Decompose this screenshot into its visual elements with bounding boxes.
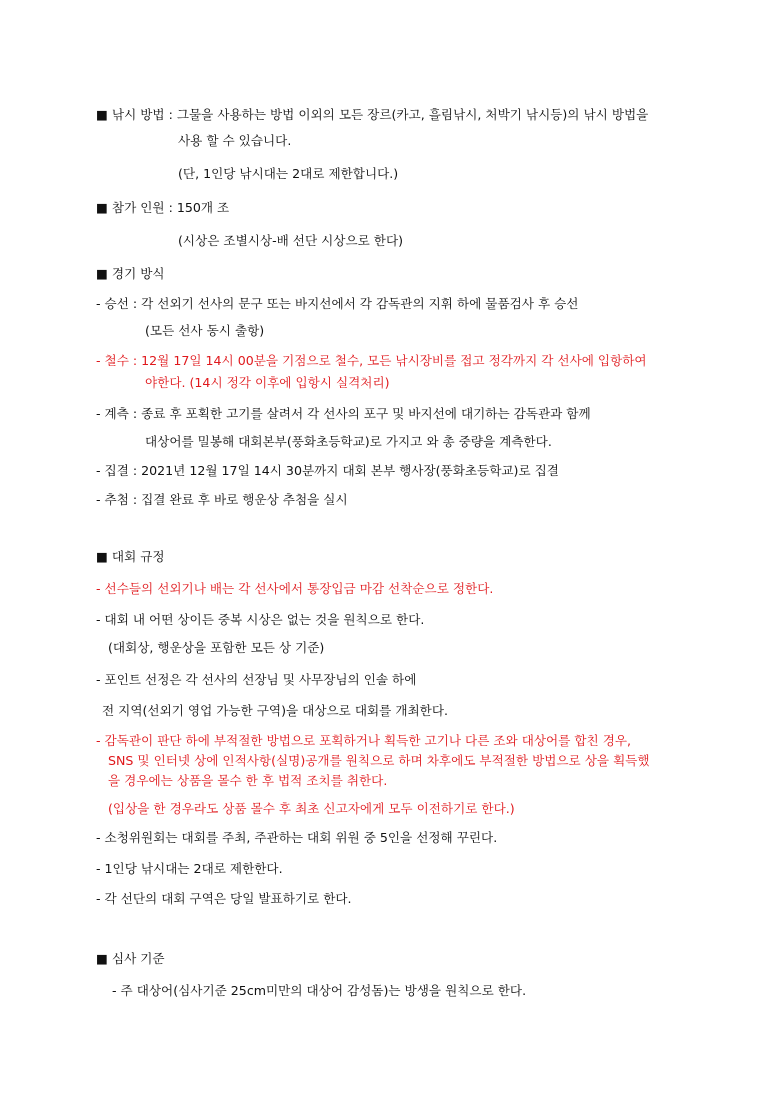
rule-point-selection-cont: 전 지역(선외기 영업 가능한 구역)을 대상으로 대회를 개최한다. [102, 703, 448, 718]
rule-point-selection: - 포인트 선정은 각 선사의 선장님 및 사무장님의 인솔 하에 [96, 672, 417, 687]
boarding-note: (모든 선사 동시 출항) [145, 323, 265, 338]
withdraw-rule: - 철수 : 12월 17일 14시 00분을 기점으로 철수, 모든 낚시장비를 접고 정각까지 각 선사에 입항하여 [96, 353, 647, 368]
competition-heading: ■ 경기 방식 [96, 266, 165, 281]
weigh-rule-cont: 대상어를 밀봉해 대회본부(풍화초등학교)로 가지고 와 총 중량을 계측한다. [145, 434, 552, 449]
rule-zone-announce: - 각 선단의 대회 구역은 당일 발표하기로 한다. [96, 891, 352, 906]
judging-heading: ■ 심사 기준 [96, 951, 165, 966]
participants-line: ■ 참가 인원 : 150개 조 [96, 200, 230, 215]
rule-penalty-cont-1: SNS 및 인터넷 상에 인적사항(실명)공개를 원칙으로 하며 차후에도 부적절한 방법으로 상을 획득했 [108, 753, 650, 768]
draw-rule: - 추첨 : 집결 완료 후 바로 행운상 추첨을 실시 [96, 492, 348, 507]
rule-rod-limit: - 1인당 낚시대는 2대로 제한한다. [96, 861, 283, 876]
rule-committee: - 소청위원회는 대회를 주최, 주관하는 대회 위원 중 5인을 선정해 꾸린다. [96, 830, 498, 845]
rule-penalty-note: (입상을 한 경우라도 상품 몰수 후 최초 신고자에게 모두 이전하기로 한다.) [108, 801, 515, 816]
weigh-rule: - 계측 : 종료 후 포획한 고기를 살려서 각 선사의 포구 및 바지선에 대기하는 감독관과 함께 [96, 406, 591, 421]
boarding-rule: - 승선 : 각 선외기 선사의 문구 또는 바지선에서 각 감독관의 지휘 하에 물품검사 후 승선 [96, 296, 579, 311]
fishing-method-line: ■ 낚시 방법 : 그물을 사용하는 방법 이외의 모든 장르(카고, 흘림낚시, 처박기 낚시등)의 낚시 방법을 [96, 107, 649, 122]
rule-no-duplicate-note: (대회상, 행운상을 포함한 모든 상 기준) [108, 640, 325, 655]
rule-no-duplicate: - 대회 내 어떤 상이든 중복 시상은 없는 것을 원칙으로 한다. [96, 612, 425, 627]
fishing-method-note: (단, 1인당 낚시대는 2대로 제한합니다.) [178, 166, 399, 181]
rule-penalty: - 감독관이 판단 하에 부적절한 방법으로 포획하거나 획득한 고기나 다른 조와 대상어를 합친 경우, [96, 733, 632, 748]
withdraw-rule-cont: 야한다. (14시 정각 이후에 입항시 실격처리) [145, 375, 390, 390]
rule-penalty-cont-2: 을 경우에는 상품을 몰수 한 후 법적 조치를 취한다. [108, 773, 388, 788]
gather-rule: - 집결 : 2021년 12월 17일 14시 30분까지 대회 본부 행사장(풍화초등학교)로 집결 [96, 463, 559, 478]
rules-heading: ■ 대회 규정 [96, 549, 165, 564]
judging-rule: - 주 대상어(심사기준 25cm미만의 대상어 감성돔)는 방생을 원칙으로 한다. [112, 983, 527, 998]
fishing-method-line-cont: 사용 할 수 있습니다. [178, 133, 292, 148]
rule-boat-assignment: - 선수들의 선외기나 배는 각 선사에서 통장입금 마감 선착순으로 정한다. [96, 581, 494, 596]
participants-note: (시상은 조별시상-배 선단 시상으로 한다) [178, 233, 404, 248]
